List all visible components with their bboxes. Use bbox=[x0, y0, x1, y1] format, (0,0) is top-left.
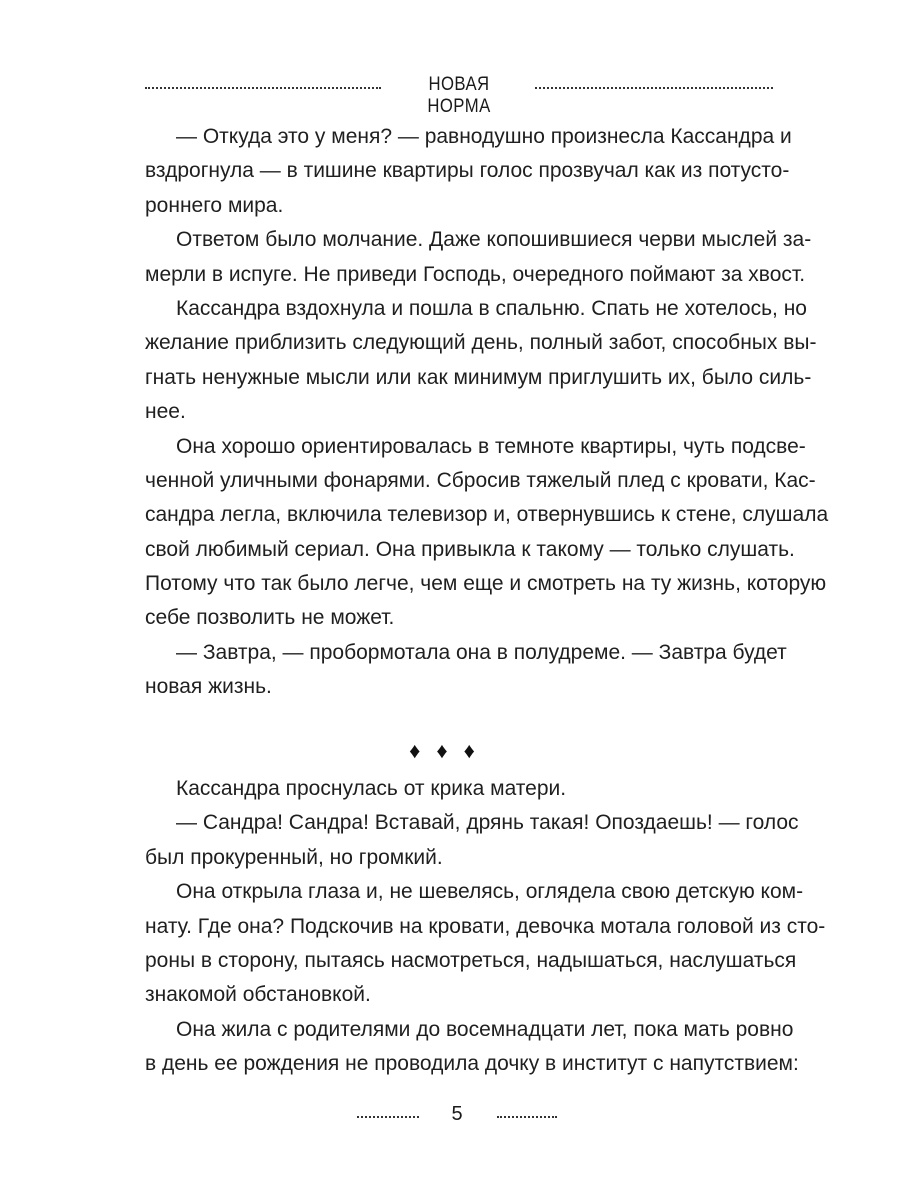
text-line: — Откуда это у меня? — равнодушно произнесла Кассандра и bbox=[176, 125, 792, 148]
running-header-title: НОВАЯ НОРМА bbox=[427, 74, 491, 117]
text-line: сандра легла, включила телевизор и, отвернувшись к стене, слушала bbox=[145, 503, 829, 527]
page-number: 5 bbox=[451, 1103, 463, 1125]
paragraph bbox=[145, 875, 826, 1013]
paragraph bbox=[145, 636, 787, 705]
text-line: Она жила с родителями до восемнадцати лет, пока мать ровно bbox=[176, 1017, 794, 1041]
text-line: Она открыла глаза и, не шевелясь, оглядела свою детскую ком- bbox=[176, 880, 804, 904]
text-line: Кассандра проснулась от крика матери. bbox=[176, 777, 567, 800]
paragraph bbox=[145, 223, 812, 292]
paragraph bbox=[145, 120, 792, 223]
text-block-2 bbox=[145, 772, 826, 1082]
section-break-ornament: ♦♦♦ bbox=[409, 738, 491, 763]
text-line: знакомой обстановкой. bbox=[145, 983, 371, 1007]
running-header bbox=[145, 74, 773, 117]
text-line: нее. bbox=[145, 400, 186, 424]
text-line: себе позволить не может. bbox=[145, 606, 395, 630]
text-line: Кассандра вздохнула и пошла в спальню. Спать не хотелось, но bbox=[176, 296, 807, 320]
text-line: был прокуренный, но громкий. bbox=[145, 845, 443, 869]
text-line: свой любимый сериал. Она привыкла к такому — только слушать. bbox=[145, 537, 795, 561]
paragraph bbox=[145, 1013, 799, 1082]
text-line: роны в сторону, пытаясь насмотреться, надышаться, наслушаться bbox=[145, 948, 797, 972]
text-line: нату. Где она? Подскочив на кровати, девочка мотала головой из сто- bbox=[145, 914, 826, 938]
page-footer bbox=[357, 1103, 557, 1129]
paragraph bbox=[145, 430, 829, 636]
header-dotted-rule-left bbox=[145, 87, 381, 89]
text-line: Потому что так было легче, чем еще и смотреть на ту жизнь, которую bbox=[145, 572, 827, 596]
header-dotted-rule-right bbox=[535, 87, 773, 89]
text-line: — Завтра, — пробормотала она в полудреме. — Завтра будет bbox=[176, 640, 787, 664]
text-line: — Сандра! Сандра! Вставай, дрянь такая! Опоздаешь! — голос bbox=[176, 811, 799, 835]
text-line: ченной уличными фонарями. Сбросив тяжелый плед с кровати, Кас- bbox=[145, 468, 816, 492]
text-line: Ответом было молчание. Даже копошившиеся черви мыслей за- bbox=[176, 228, 812, 252]
text-line: желание приблизить следующий день, полный забот, способных вы- bbox=[145, 331, 817, 355]
text-block-1 bbox=[145, 120, 829, 705]
text-line: вздрогнула — в тишине квартиры голос прозвучал как из потусто- bbox=[145, 159, 790, 183]
text-line: мерли в испуге. Не приведи Господь, очередного поймают за хвост. bbox=[145, 262, 806, 286]
text-line: Она хорошо ориентировалась в темноте квартиры, чуть подсве- bbox=[176, 434, 806, 458]
paragraph bbox=[145, 772, 773, 806]
text-line: новая жизнь. bbox=[145, 675, 272, 699]
footer-dotted-rule-left bbox=[357, 1116, 419, 1118]
text-line: роннего мира. bbox=[145, 193, 284, 217]
footer-dotted-rule-right bbox=[497, 1116, 557, 1118]
text-line: гнать ненужные мысли или как минимум приглушить их, было силь- bbox=[145, 365, 812, 389]
paragraph bbox=[145, 806, 799, 875]
paragraph bbox=[145, 292, 817, 430]
text-line: в день ее рождения не проводила дочку в институт с напутствием: bbox=[145, 1052, 799, 1076]
